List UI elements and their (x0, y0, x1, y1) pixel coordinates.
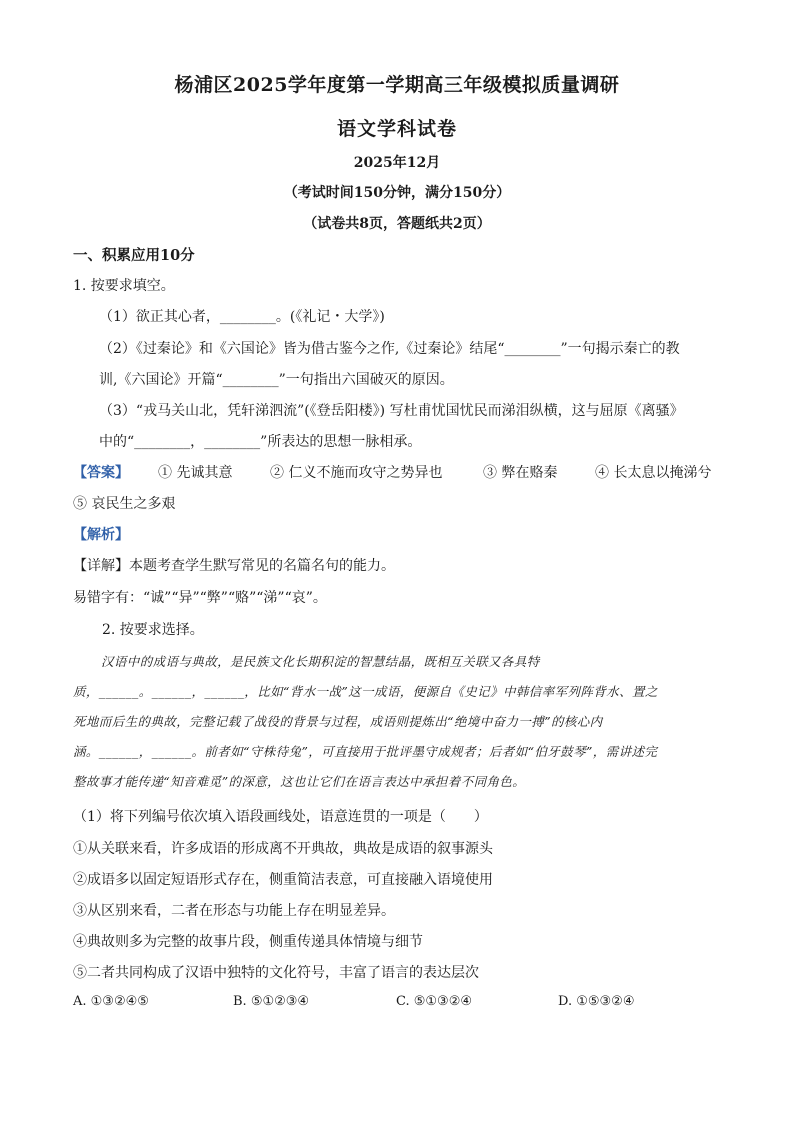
answer-5: ⑤ 哀民生之多艰 (73, 496, 176, 512)
option-b[interactable]: B. ⑤①②③④ (233, 994, 310, 1009)
question-1-item-3-line-1: （3）“戎马关山北，凭轩涕泗流”(《登岳阳楼》) 写杜甫忧国忧民而涕泪纵横，这与屈原《离骚》 (99, 403, 684, 419)
passage-line-1: 汉语中的成语与典故，是民族文化长期积淀的智慧结晶，既相互关联又各具特 (101, 654, 540, 669)
analysis-tag: 【解析】 (73, 527, 129, 543)
answer-3: ③ 弊在赂秦 (483, 465, 558, 481)
answer-1: ① 先诚其意 (158, 465, 233, 481)
page-title: 杨浦区2025学年度第一学期高三年级模拟质量调研 (174, 74, 620, 96)
exam-date: 2025年12月 (353, 155, 441, 171)
passage-line-2: 质，______。______，______，比如“背水一战”这一成语，便源自《史记》中韩信率军列阵背水、置之 (73, 684, 658, 699)
exam-info: （考试时间150分钟，满分150分） (283, 185, 511, 201)
detail-text: 本题考查学生默写常见的名篇名句的能力。 (129, 558, 395, 574)
answer-2: ② 仁义不施而攻守之势异也 (270, 465, 443, 481)
question-1-stem: 1. 按要求填空。 (73, 278, 175, 294)
passage-line-4: 涵。______，______。前者如“守株待兔”，可直接用于批评墨守成规者；后者如“伯牙鼓琴”，需讲述完 (73, 744, 658, 759)
choice-item-1: ①从关联来看，许多成语的形成离不开典故，典故是成语的叙事源头 (73, 841, 493, 857)
error-prone-characters: 易错字有：“诚”“异”“弊”“赂”“涕”“哀”。 (73, 590, 327, 606)
option-c[interactable]: C. ⑤①③②④ (396, 994, 473, 1009)
passage-line-3: 死地而后生的典故，完整记载了战役的背景与过程，成语则提炼出“绝境中奋力一搏”的核心内 (73, 714, 603, 729)
question-1-item-2-line-2: 训,《六国论》开篇“________”一句指出六国破灭的原因。 (99, 372, 454, 388)
detail-tag: 【详解】 (73, 558, 129, 574)
question-1-item-2-line-1: （2）《过秦论》和《六国论》皆为借古鉴今之作,《过秦论》结尾“________”一句揭示秦亡的教 (99, 341, 680, 357)
answer-4: ④ 长太息以掩涕兮 (595, 465, 712, 481)
choice-item-5: ⑤二者共同构成了汉语中独特的文化符号，丰富了语言的表达层次 (73, 965, 479, 981)
option-a[interactable]: A. ①③②④⑤ (73, 994, 149, 1009)
question-2-stem: 2. 按要求选择。 (102, 622, 204, 638)
choice-item-4: ④典故则多为完整的故事片段，侧重传递具体情境与细节 (73, 934, 423, 950)
passage-line-5: 整故事才能传递“知音难觅”的深意，这也让它们在语言表达中承担着不同角色。 (73, 774, 526, 789)
pages-info: （试卷共8页，答题纸共2页） (303, 216, 491, 232)
question-1-item-1: （1）欲正其心者，________。(《礼记・大学》) (99, 309, 385, 325)
choice-item-3: ③从区别来看，二者在形态与功能上存在明显差异。 (73, 903, 395, 919)
detail-line (73, 555, 395, 575)
option-d[interactable]: D. ①⑤③②④ (558, 994, 635, 1009)
sub-question-1: （1）将下列编号依次填入语段画线处，语意连贯的一项是（ ） (73, 809, 488, 825)
question-1-item-3-line-2: 中的“________，________”所表达的思想一脉相承。 (99, 434, 422, 450)
choice-item-2: ②成语多以固定短语形式存在，侧重简洁表意，可直接融入语境使用 (73, 872, 493, 888)
answer-tag: 【答案】 (73, 465, 129, 481)
section-heading: 一、积累应用10分 (73, 247, 195, 264)
page-subtitle: 语文学科试卷 (336, 118, 457, 140)
